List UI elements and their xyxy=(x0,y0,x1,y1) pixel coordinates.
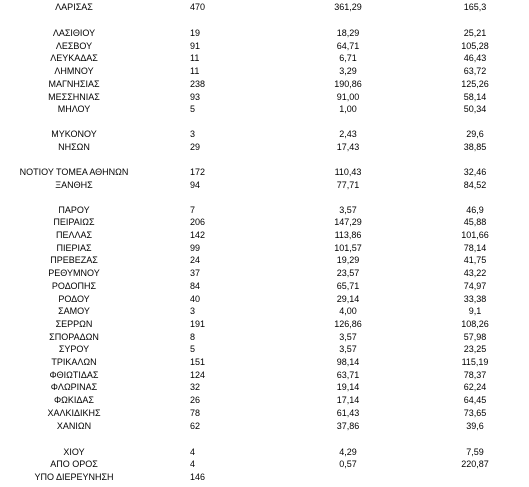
region-name: ΜΑΓΝΗΣΙΑΣ xyxy=(48,78,100,89)
region-name: ΛΑΡΙΣΑΣ xyxy=(55,2,93,12)
per-value: 25,21 xyxy=(463,28,487,38)
case-count: 3 xyxy=(190,129,196,140)
per-value: 57,98 xyxy=(463,331,487,342)
region-name: ΝΟΤΙΟΥ ΤΟΜΕΑ ΑΘΗΝΩΝ xyxy=(19,167,129,178)
per-value: 115,19 xyxy=(461,357,489,367)
table-row xyxy=(0,78,529,91)
region-name: ΜΕΣΣΗΝΙΑΣ xyxy=(48,91,100,102)
region-name: ΧΑΛΚΙΔΙΚΗΣ xyxy=(47,407,101,418)
rate-value: 4,29 xyxy=(339,446,357,457)
rate-value: 3,57 xyxy=(339,204,357,215)
rate-value: 126,86 xyxy=(334,318,362,329)
region-name: ΠΡΕΒΕΖΑΣ xyxy=(50,255,98,266)
per-value: 73,65 xyxy=(463,407,487,418)
region-name: ΝΗΣΩΝ xyxy=(58,142,90,152)
per-value: 125,26 xyxy=(461,78,489,89)
case-count: 124 xyxy=(190,369,206,380)
case-count: 24 xyxy=(190,255,201,266)
per-value: 46,43 xyxy=(463,53,487,64)
table-row xyxy=(0,407,529,420)
rate-value: 3,57 xyxy=(339,331,357,342)
rate-value: 190,86 xyxy=(334,78,362,89)
rate-value: 4,00 xyxy=(339,306,357,317)
per-value: 108,26 xyxy=(461,318,489,329)
region-name: ΣΑΜΟΥ xyxy=(58,306,90,317)
table-row xyxy=(0,293,529,306)
rate-value: 19,14 xyxy=(336,382,360,393)
table-row xyxy=(0,369,529,382)
case-count: 11 xyxy=(190,53,200,64)
rate-value: 101,57 xyxy=(334,242,362,253)
case-count: 151 xyxy=(190,357,206,367)
per-value: 38,85 xyxy=(463,142,487,152)
region-name: ΛΕΣΒΟΥ xyxy=(55,40,93,51)
table-row xyxy=(0,166,529,179)
rate-value: 37,86 xyxy=(336,420,360,431)
per-value: 45,88 xyxy=(463,217,487,228)
region-name: ΧΑΝΙΩΝ xyxy=(56,420,92,431)
case-count: 91 xyxy=(190,40,201,51)
per-value: 39,6 xyxy=(466,420,484,431)
region-name: ΣΥΡΟΥ xyxy=(58,344,90,355)
table-row xyxy=(0,52,529,65)
rate-value: 110,43 xyxy=(334,167,362,178)
table-row xyxy=(0,103,529,116)
case-count: 142 xyxy=(190,230,206,240)
rate-value: 29,14 xyxy=(336,293,360,304)
region-name: ΤΡΙΚΑΛΩΝ xyxy=(51,357,97,367)
case-count: 84 xyxy=(190,280,201,291)
per-value: 32,46 xyxy=(463,167,487,178)
table-row xyxy=(0,458,529,471)
region-name: ΛΑΣΙΘΙΟΥ xyxy=(52,28,96,38)
case-count: 172 xyxy=(190,167,206,178)
case-count: 191 xyxy=(190,318,206,329)
case-count: 78 xyxy=(190,407,201,418)
case-count: 26 xyxy=(190,395,201,406)
region-name: ΡΟΔΟΠΗΣ xyxy=(51,280,97,291)
table-row xyxy=(0,280,529,293)
table-row xyxy=(0,128,529,141)
region-name: ΑΠΟ ΟΡΟΣ xyxy=(50,459,98,470)
region-name: ΛΗΜΝΟΥ xyxy=(54,66,94,77)
case-count: 8 xyxy=(190,331,196,342)
rate-value: 17,43 xyxy=(336,142,360,152)
case-count: 146 xyxy=(190,472,206,482)
table-row xyxy=(0,446,529,459)
table-row xyxy=(0,356,529,369)
region-name: ΧΙΟΥ xyxy=(63,446,85,457)
rate-value: 147,29 xyxy=(334,217,362,228)
per-value: 50,34 xyxy=(463,104,487,115)
rate-value: 98,14 xyxy=(336,357,360,367)
case-count: 94 xyxy=(190,179,201,190)
case-count: 40 xyxy=(190,293,201,304)
table-row xyxy=(0,305,529,318)
per-value: 62,24 xyxy=(463,382,487,393)
table-row xyxy=(0,40,529,53)
rate-value: 0,57 xyxy=(339,459,357,470)
region-name: ΣΕΡΡΩΝ xyxy=(55,318,93,329)
per-value: 63,72 xyxy=(463,66,487,77)
region-name: ΠΙΕΡΙΑΣ xyxy=(56,242,92,253)
case-count: 7 xyxy=(190,204,196,215)
case-count: 4 xyxy=(190,446,196,457)
rate-value: 1,00 xyxy=(339,104,357,115)
region-name: ΡΕΘΥΜΝΟΥ xyxy=(48,268,100,279)
case-count: 3 xyxy=(190,306,196,317)
rate-value: 3,57 xyxy=(339,344,357,355)
rate-value: 113,86 xyxy=(334,230,362,240)
rate-value: 3,29 xyxy=(339,66,357,77)
case-count: 5 xyxy=(190,344,196,355)
table-row xyxy=(0,254,529,267)
region-name: ΞΑΝΘΗΣ xyxy=(55,179,93,190)
table-row xyxy=(0,27,529,40)
rate-value: 61,43 xyxy=(336,407,360,418)
table-row xyxy=(0,204,529,217)
table-row xyxy=(0,1,529,14)
table-row xyxy=(0,141,529,154)
per-value: 64,45 xyxy=(463,395,487,406)
case-count: 4 xyxy=(190,459,196,470)
per-value: 220,87 xyxy=(461,459,489,470)
rate-value: 361,29 xyxy=(334,2,362,12)
rate-value: 17,14 xyxy=(336,395,360,406)
table-row xyxy=(0,471,529,484)
region-name: ΠΕΙΡΑΙΩΣ xyxy=(53,217,95,228)
region-name: ΜΗΛΟΥ xyxy=(57,104,91,115)
region-name: ΜΥΚΟΝΟΥ xyxy=(51,129,97,140)
rate-value: 91,00 xyxy=(336,91,360,102)
table-row xyxy=(0,381,529,394)
table-row xyxy=(0,242,529,255)
per-value: 58,14 xyxy=(463,91,487,102)
table-row xyxy=(0,229,529,242)
per-value: 43,22 xyxy=(463,268,487,279)
rate-value: 2,43 xyxy=(339,129,357,140)
table-row xyxy=(0,420,529,433)
per-value: 29,6 xyxy=(466,129,484,140)
per-value: 46,9 xyxy=(466,204,484,215)
table-row xyxy=(0,65,529,78)
per-value: 9,1 xyxy=(468,306,482,317)
rate-value: 64,71 xyxy=(336,40,360,51)
per-value: 41,75 xyxy=(463,255,487,266)
case-count: 5 xyxy=(190,104,196,115)
rate-value: 63,71 xyxy=(336,369,360,380)
per-value: 78,14 xyxy=(463,242,487,253)
case-count: 37 xyxy=(190,268,201,279)
per-value: 7,59 xyxy=(466,446,484,457)
case-count: 32 xyxy=(190,382,201,393)
per-value: 33,38 xyxy=(463,293,487,304)
table-row xyxy=(0,91,529,104)
table-row xyxy=(0,267,529,280)
region-name: ΛΕΥΚΑΔΑΣ xyxy=(50,53,98,64)
per-value: 23,25 xyxy=(463,344,487,355)
case-count: 206 xyxy=(190,217,206,228)
case-count: 470 xyxy=(190,2,206,12)
per-value: 78,37 xyxy=(463,369,487,380)
case-count: 93 xyxy=(190,91,201,102)
rate-value: 77,71 xyxy=(336,179,360,190)
region-name: ΦΛΩΡΙΝΑΣ xyxy=(50,382,98,393)
region-name: ΦΘΙΩΤΙΔΑΣ xyxy=(49,369,99,380)
rate-value: 18,29 xyxy=(336,28,360,38)
case-count: 238 xyxy=(190,78,206,89)
rate-value: 65,71 xyxy=(336,280,360,291)
case-count: 19 xyxy=(190,28,201,38)
region-name: ΠΕΛΛΑΣ xyxy=(55,230,93,240)
case-count: 99 xyxy=(190,242,201,253)
region-name: ΣΠΟΡΑΔΩΝ xyxy=(49,331,99,342)
rate-value: 23,57 xyxy=(336,268,360,279)
rate-value: 19,29 xyxy=(336,255,360,266)
table-row xyxy=(0,394,529,407)
case-count: 29 xyxy=(190,142,201,152)
rate-value: 6,71 xyxy=(339,53,357,64)
table-row xyxy=(0,179,529,192)
case-count: 62 xyxy=(190,420,201,431)
case-count: 11 xyxy=(190,66,200,77)
region-name: ΠΑΡΟΥ xyxy=(58,204,90,215)
table-row xyxy=(0,331,529,344)
per-value: 74,97 xyxy=(463,280,487,291)
per-value: 84,52 xyxy=(463,179,487,190)
table-row xyxy=(0,318,529,331)
per-value: 105,28 xyxy=(461,40,489,51)
per-value: 101,66 xyxy=(461,230,489,240)
table-row xyxy=(0,343,529,356)
region-name: ΥΠΟ ΔΙΕΡΕΥΝΗΣΗ xyxy=(34,472,114,482)
region-name: ΡΟΔΟΥ xyxy=(58,293,90,304)
region-name: ΦΩΚΙΔΑΣ xyxy=(54,395,94,406)
table-row xyxy=(0,216,529,229)
per-value: 165,3 xyxy=(463,2,487,12)
